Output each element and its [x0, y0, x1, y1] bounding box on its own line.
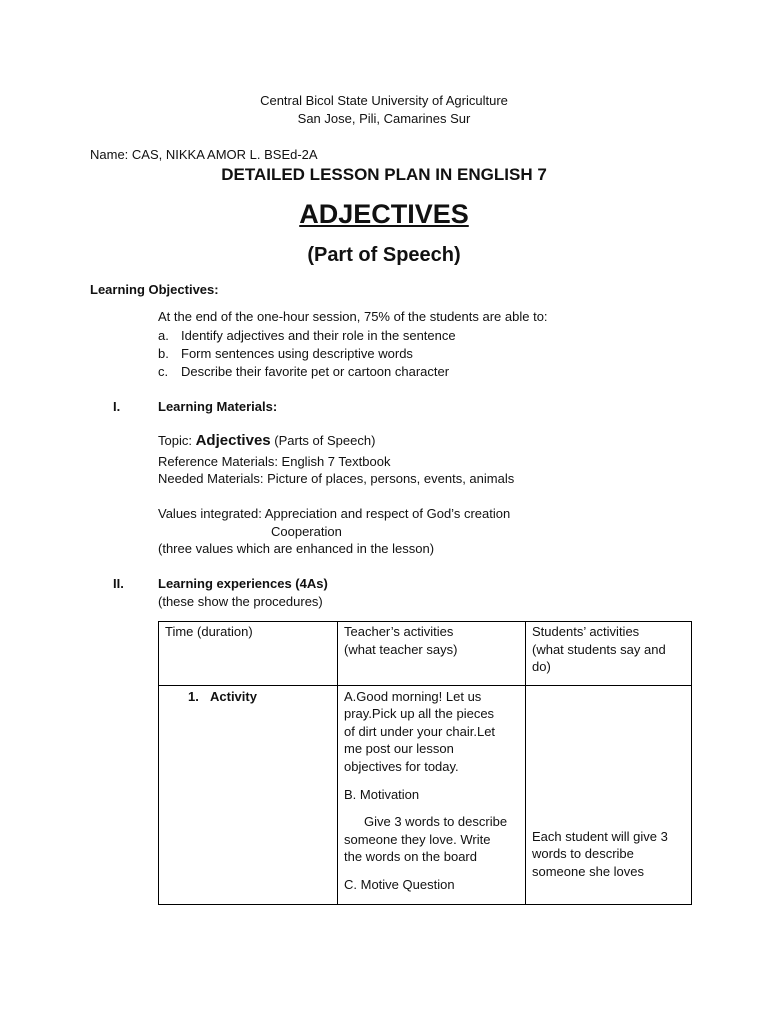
topic-line: [158, 432, 375, 449]
table-border-bottom: [158, 904, 692, 905]
teacher-motive-question: C. Motive Question: [344, 877, 455, 892]
table-col-divider: [337, 621, 338, 905]
header-teacher-note: (what teacher says): [344, 642, 458, 657]
subtitle: (Part of Speech): [307, 244, 461, 266]
main-title: ADJECTIVES: [299, 199, 469, 229]
row-number: 1.: [188, 689, 199, 704]
university-address: San Jose, Pili, Camarines Sur: [297, 111, 471, 126]
section-1-heading: Learning Materials:: [158, 399, 278, 414]
table-border-left: [158, 621, 159, 905]
document-title: DETAILED LESSON PLAN IN ENGLISH 7: [221, 165, 547, 184]
topic-label: Topic:: [158, 433, 192, 448]
topic-value: Adjectives: [195, 432, 271, 449]
objective-marker: b.: [158, 346, 169, 361]
values-integrated: Values integrated: Appreciation and respect of God’s creation: [158, 506, 511, 521]
student-activity-line: Each student will give 3: [532, 829, 668, 844]
objective-marker: c.: [158, 364, 169, 379]
objective-marker: a.: [158, 328, 169, 343]
teacher-activity-line: me post our lesson: [344, 741, 454, 756]
teacher-activity-line: of dirt under your chair.Let: [344, 724, 496, 739]
section-2-numeral: II.: [113, 576, 124, 591]
topic-note: (Parts of Speech): [274, 433, 376, 448]
section-2-note: (these show the procedures): [158, 594, 323, 609]
university-name: Central Bicol State University of Agriculture: [260, 93, 508, 108]
objective-text: Describe their favorite pet or cartoon character: [181, 364, 450, 379]
header-students-note: do): [532, 659, 551, 674]
section-2-heading: Learning experiences (4As): [158, 576, 328, 591]
teacher-motivation-line: the words on the board: [344, 849, 477, 864]
header-time: Time (duration): [165, 624, 253, 639]
teacher-activity-line: objectives for today.: [344, 759, 459, 774]
section-1-numeral: I.: [113, 399, 121, 414]
objective-text: Identify adjectives and their role in the sentence: [181, 328, 456, 343]
values-integrated-cont: Cooperation: [271, 524, 342, 539]
header-students-note: (what students say and: [532, 642, 666, 657]
reference-materials: Reference Materials: English 7 Textbook: [158, 454, 391, 469]
header-teacher: Teacher’s activities: [344, 624, 454, 639]
student-name: Name: CAS, NIKKA AMOR L. BSEd-2A: [90, 147, 318, 162]
student-activity-line: words to describe: [532, 846, 634, 861]
values-note: (three values which are enhanced in the lesson): [158, 541, 435, 556]
objective-text: Form sentences using descriptive words: [181, 346, 413, 361]
objectives-intro: At the end of the one-hour session, 75% of the students are able to:: [158, 309, 548, 324]
needed-materials: Needed Materials: Picture of places, persons, events, animals: [158, 471, 515, 486]
row-label-activity: Activity: [210, 689, 257, 704]
table-row-divider: [158, 685, 692, 686]
teacher-activity-line: pray.Pick up all the pieces: [344, 706, 495, 721]
table-border-right: [691, 621, 692, 905]
teacher-activity-line: A.Good morning! Let us: [344, 689, 482, 704]
teacher-motivation-heading: B. Motivation: [344, 787, 420, 802]
teacher-motivation-line: Give 3 words to describe: [364, 814, 508, 829]
student-activity-line: someone she loves: [532, 864, 645, 879]
header-students: Students’ activities: [532, 624, 640, 639]
table-border-top: [158, 621, 692, 622]
teacher-motivation-line: someone they love. Write: [344, 832, 491, 847]
objectives-heading: Learning Objectives:: [90, 282, 219, 297]
table-col-divider: [525, 621, 526, 905]
